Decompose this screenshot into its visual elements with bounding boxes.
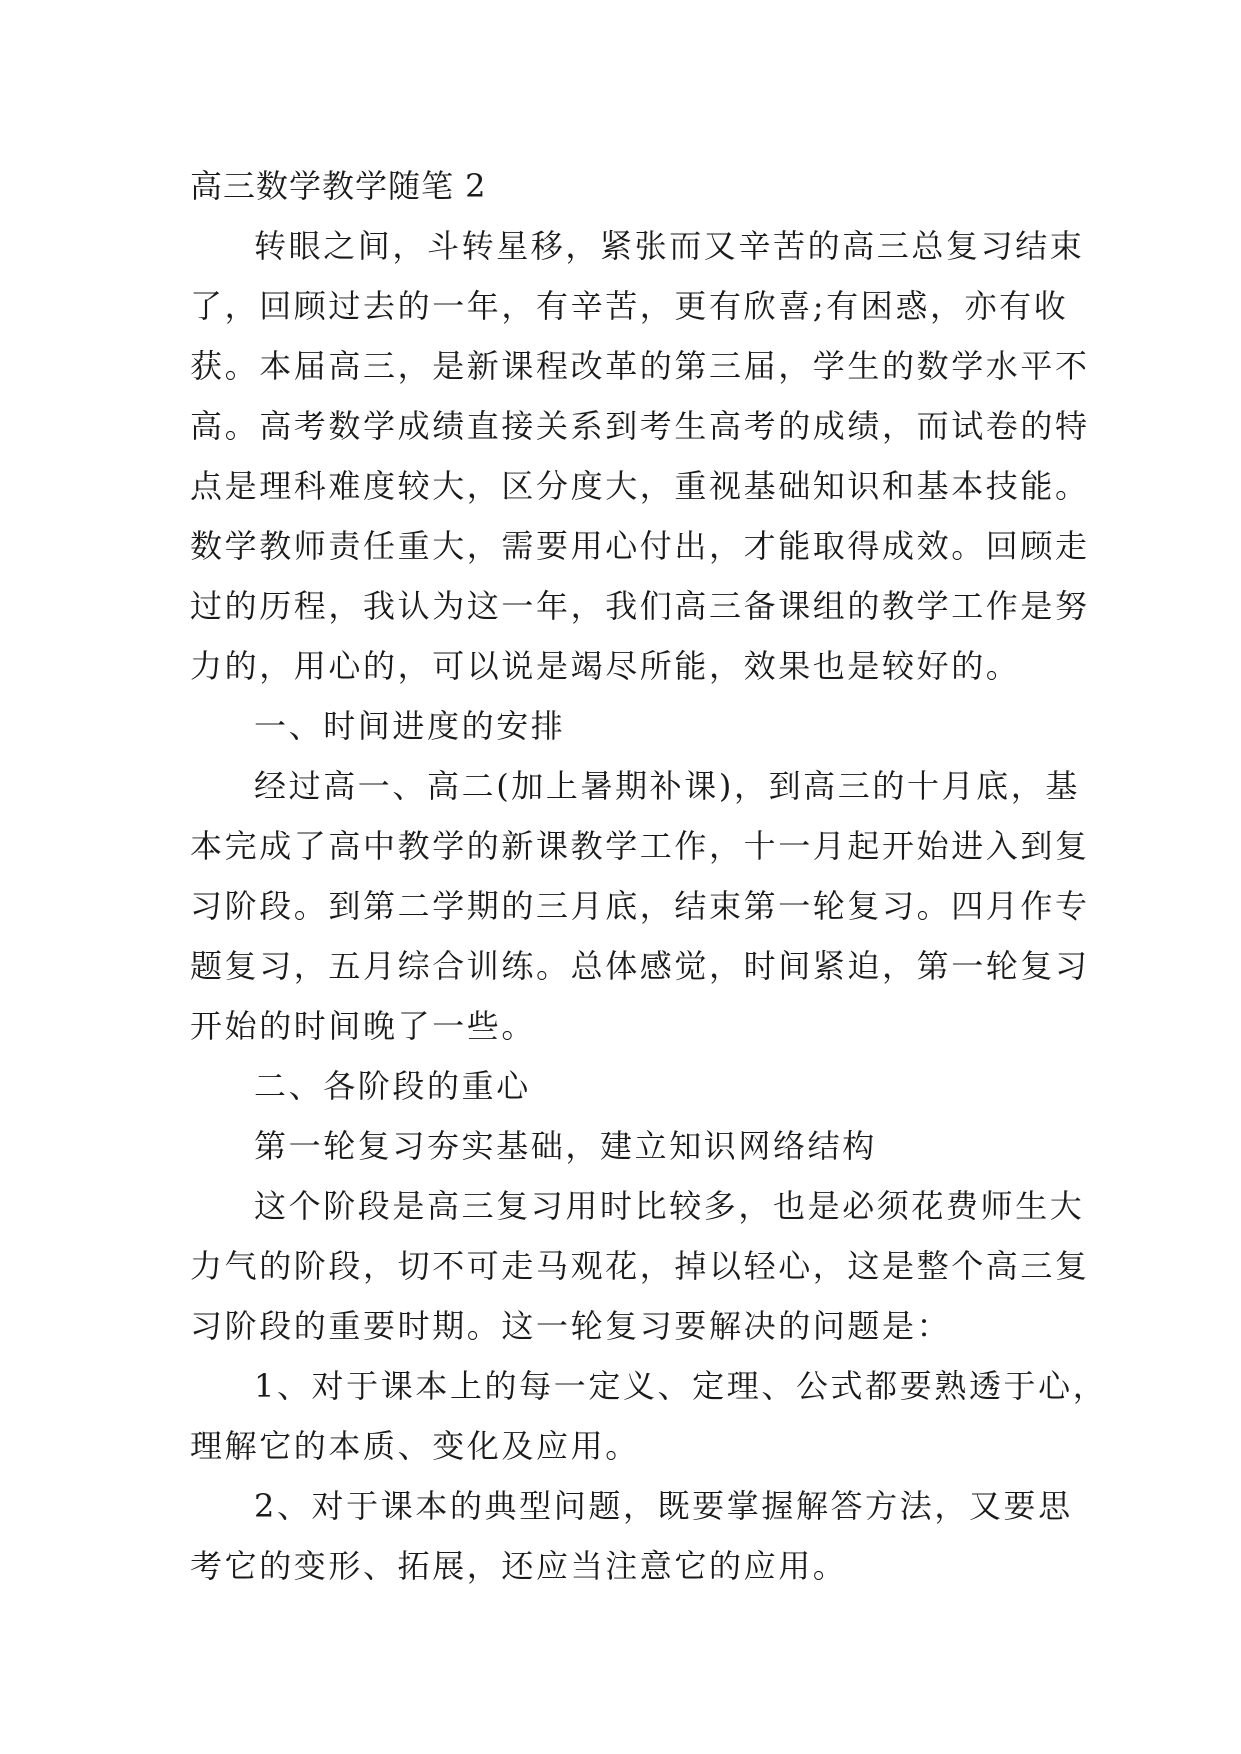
paragraph-line: 高。高考数学成绩直接关系到考生高考的成绩，而试卷的特	[190, 407, 1090, 445]
list-item-line: 理解它的本质、变化及应用。	[190, 1427, 640, 1465]
list-item-line: 1、对于课本上的每一定义、定理、公式都要熟透于心，	[254, 1367, 1108, 1405]
paragraph-line: 转眼之间，斗转星移，紧张而又辛苦的高三总复习结束	[254, 227, 1085, 265]
subsection-heading: 第一轮复习夯实基础，建立知识网络结构	[254, 1127, 877, 1165]
paragraph-line: 这个阶段是高三复习用时比较多，也是必须花费师生大	[254, 1187, 1085, 1225]
paragraph-line: 获。本届高三，是新课程改革的第三届，学生的数学水平不	[190, 347, 1090, 385]
paragraph-line: 开始的时间晚了一些。	[190, 1007, 537, 1045]
list-item-line: 2、对于课本的典型问题，既要掌握解答方法，又要思	[254, 1487, 1073, 1525]
paragraph-line: 过的历程，我认为这一年，我们高三备课组的教学工作是努	[190, 587, 1090, 625]
document-body	[190, 156, 1108, 1596]
document-title: 高三数学教学随笔 2	[190, 167, 487, 205]
paragraph-line: 了，回顾过去的一年，有辛苦，更有欣喜;有困惑，亦有收	[190, 287, 1069, 325]
paragraph-line: 力气的阶段，切不可走马观花，掉以轻心，这是整个高三复	[190, 1247, 1090, 1285]
paragraph-line: 题复习，五月综合训练。总体感觉，时间紧迫，第一轮复习	[190, 947, 1090, 985]
section-heading: 二、各阶段的重心	[254, 1067, 531, 1105]
section-heading: 一、时间进度的安排	[254, 707, 566, 745]
list-item-line: 考它的变形、拓展，还应当注意它的应用。	[190, 1547, 848, 1585]
paragraph-line: 本完成了高中教学的新课教学工作，十一月起开始进入到复	[190, 827, 1090, 865]
paragraph-line: 习阶段。到第二学期的三月底，结束第一轮复习。四月作专	[190, 887, 1090, 925]
paragraph-line: 力的，用心的，可以说是竭尽所能，效果也是较好的。	[190, 647, 1021, 685]
paragraph-line: 经过高一、高二(加上暑期补课)，到高三的十月底，基	[254, 767, 1080, 805]
paragraph-line: 点是理科难度较大，区分度大，重视基础知识和基本技能。	[190, 467, 1090, 505]
paragraph-line: 数学教师责任重大，需要用心付出，才能取得成效。回顾走	[190, 527, 1090, 565]
paragraph-line: 习阶段的重要时期。这一轮复习要解决的问题是：	[190, 1307, 952, 1345]
